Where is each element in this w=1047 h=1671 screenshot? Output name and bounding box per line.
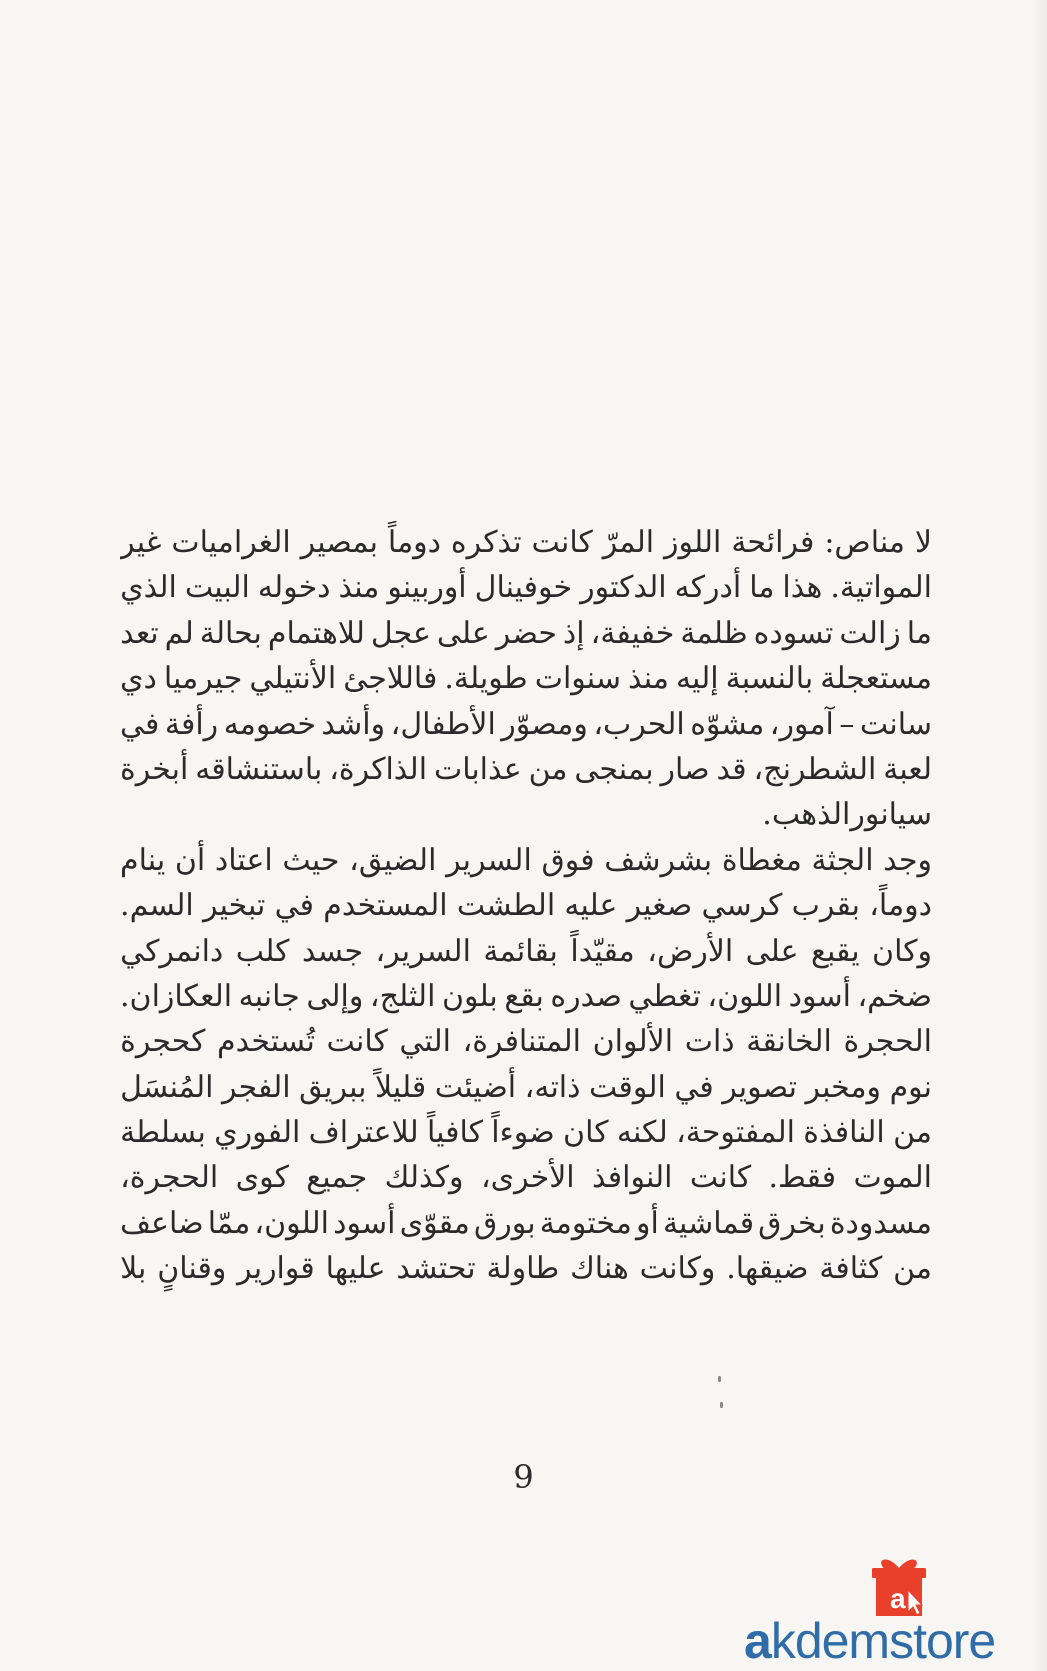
text-line: مسدودة بخرق قماشية أو مختومة بورق مقوّى أسود اللون، ممّا ضاعف bbox=[120, 1205, 932, 1241]
text-line: مستعجلة بالنسبة إليه منذ سنوات طويلة. فاللاجئ الأنتيلي جيرميا دي bbox=[120, 661, 932, 697]
svg-text:a: a bbox=[890, 1583, 906, 1614]
text-line: لعبة الشطرنج، قد صار بمنجى من عذابات الذاكرة، باستنشاقه أبخرة bbox=[120, 751, 932, 787]
brand-rest: kdemstore bbox=[770, 1613, 996, 1669]
text-line: لا مناص: فرائحة اللوز المرّ كانت تذكره دوماً بمصير الغراميات غير bbox=[120, 525, 932, 560]
text-line: سانت – آمور، مشوّه الحرب، ومصوّر الأطفال، وأشد خصومه رأفة في bbox=[120, 706, 932, 742]
text-line: وكان يقبع على الأرض، مقيّداً بقائمة السرير، جسد كلب دانمركي bbox=[120, 933, 932, 969]
brand-prefix: a bbox=[744, 1613, 771, 1669]
text-line: ضخم، أسود اللون، تغطي صدره بقع بلون الثلج، وإلى جانبه العكازان. bbox=[120, 978, 932, 1014]
text-line: من النافذة المفتوحة، لكنه كان ضوءاً كافياً للاعتراف الفوري بسلطة bbox=[120, 1115, 932, 1151]
text-line: نوم ومخبر تصوير في الوقت ذاته، أضيئت قليلاً ببريق الفجر المُنسَل bbox=[120, 1069, 932, 1105]
text-line: وجد الجثة مغطاة بشرشف فوق السرير الضيق، حيث اعتاد أن ينام bbox=[120, 842, 932, 878]
text-line: دوماً، بقرب كرسي صغير عليه الطشت المستخدم في تبخير السم. bbox=[120, 888, 932, 924]
scan-speck bbox=[720, 1402, 723, 1408]
text-line: من كثافة ضيقها. وكانت هناك طاولة تحتشد عليها قوارير وقنانٍ بلا bbox=[120, 1251, 932, 1287]
page-edge bbox=[1033, 0, 1047, 1671]
text-line: ما زالت تسوده ظلمة خفيفة، إذ حضر على عجل للاهتمام بحالة لم تعد bbox=[120, 615, 932, 651]
text-line: المواتية. هذا ما أدركه الدكتور خوفينال أوربينو منذ دخوله البيت الذي bbox=[120, 570, 932, 606]
text-line: الحجرة الخانقة ذات الألوان المتنافرة، التي كانت تُستخدم كحجرة bbox=[120, 1024, 932, 1060]
brand-name bbox=[744, 1612, 1047, 1670]
body-text bbox=[120, 520, 932, 1292]
text-line: سيانور الذهب. bbox=[762, 797, 932, 833]
store-watermark bbox=[744, 1550, 1047, 1671]
page-number: 9 bbox=[513, 1458, 534, 1496]
text-line: الموت فقط. كانت النوافذ الأخرى، وكذلك جميع كوى الحجرة، bbox=[120, 1160, 932, 1196]
gift-box-cursor-icon bbox=[864, 1554, 934, 1620]
scan-speck bbox=[718, 1376, 721, 1382]
